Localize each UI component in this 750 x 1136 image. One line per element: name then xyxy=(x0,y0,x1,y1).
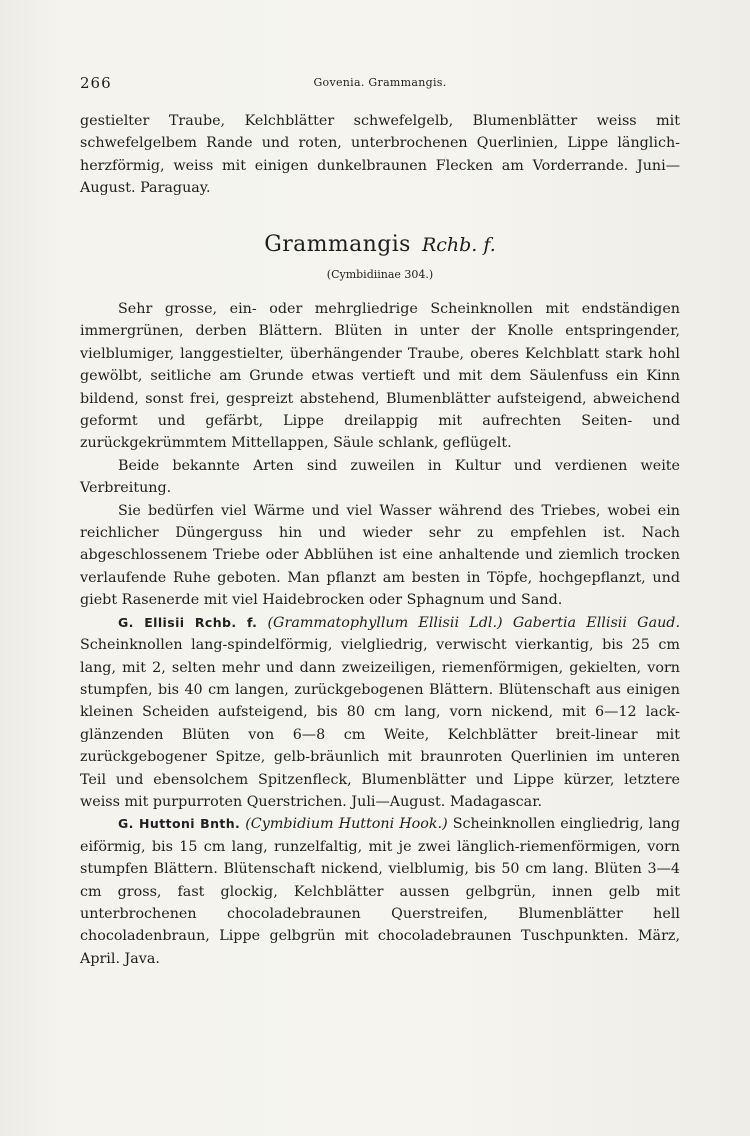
species-name: G. Huttoni Bnth. xyxy=(118,816,241,832)
paragraph-culture-note: Beide bekannte Arten sind zuweilen in Kultur und verdienen weite Verbreitung. xyxy=(80,457,680,497)
continuation-paragraph xyxy=(80,110,680,200)
page-header xyxy=(80,74,680,94)
genus-heading xyxy=(80,232,680,257)
genus-author: Rchb. f. xyxy=(421,234,496,256)
genus-description xyxy=(80,298,680,970)
subtribe-reference: (Cymbidiinae 304.) xyxy=(326,268,434,281)
species-synonyms: (Cymbidium Huttoni Hook.) xyxy=(245,816,448,833)
species-synonyms: (Grammatophyllum Ellisii Ldl.) Gabertia Ellisii Gaud. xyxy=(267,614,680,631)
paragraph-care: Sie bedürfen viel Wärme und viel Wasser während des Triebes, wobei ein reichlicher Düngerguss hin und wieder sehr zu empfehlen ist. Nach abgeschlossenem Triebe oder Abblühen ist eine anhaltende und ziemlich trocken verlaufende Ruhe geboten. Man pflanzt am besten in Töpfe, hochgepflanzt, und giebt Rasenerde mit viel Haidebrocken oder Sphagnum und Sand. xyxy=(80,502,680,609)
running-head: Govenia. Grammangis. xyxy=(313,76,447,89)
species-name: G. Ellisii Rchb. f. xyxy=(118,614,258,630)
species-entry xyxy=(80,612,680,814)
paragraph-description: Sehr grosse, ein- oder mehrgliedrige Scheinknollen mit endständigen immergrünen, derben Blättern. Blüten in unter der Knolle entspringender, vielblumiger, langgestielter, überhängender Traube, oberes Kelchblatt stark hohl gewölbt, seitliche am Grunde etwas vertieft und mit dem Säulenfuss ein Kinn bildend, sonst frei, gespreizt abstehend, Blumenblätter aufsteigend, abweichend geformt und gefärbt, Lippe dreilappig mit aufrechten Seiten- und zurückgekrümmtem Mittellappen, Säule schlank, geflügelt. xyxy=(80,301,680,452)
genus-name: Grammangis xyxy=(264,232,411,257)
species-entry xyxy=(80,813,680,970)
species-description: Scheinknollen lang-spindelförmig, vielgliedrig, verwischt vierkantig, bis 25 cm lang, mit 2, selten mehr und dann zweizeiligen, riemenförmigen, gekielten, vorn stumpfen, bis 40 cm langen, zurückgebogenen Blättern. Blütenschaft aus einigen kleinen Scheiden aufsteigend, bis 80 cm lang, vorn nickend, mit 6—12 lack-glänzenden Blüten von 6—8 cm Weite, Kelchblätter breit-linear mit zurückgebogener Spitze, gelb-bräunlich mit braunroten Querlinien im unteren Teil und ebensolchem Spitzenfleck, Blumenblätter und Lippe kürzer, letztere weiss mit purpurroten Querstrichen. Juli—August. Madagascar. xyxy=(80,637,680,810)
species-description: Scheinknollen eingliedrig, lang eiförmig, bis 15 cm lang, runzelfaltig, mit je zwei länglich-riemenförmigen, vorn stumpfen Blättern. Blütenschaft nickend, vielblumig, bis 50 cm lang. Blüten 3—4 cm gross, fast glockig, Kelchblätter aussen gelbgrün, innen gelb mit unterbrochenen chocoladebraunen Querstreifen, Blumenblätter hell chocoladenbraun, Lippe gelbgrün mit chocoladebraunen Tuschpunkten. März, April. Java. xyxy=(80,816,681,967)
continuation-text: gestielter Traube, Kelchblätter schwefelgelb, Blumenblätter weiss mit schwefelgelbem Rande und roten, unterbrochenen Querlinien, Lippe länglich-herzförmig, weiss mit einigen dunkelbraunen Flecken am Vorderrande. Juni—August. Paraguay. xyxy=(80,113,680,197)
page-number: 266 xyxy=(80,74,112,92)
